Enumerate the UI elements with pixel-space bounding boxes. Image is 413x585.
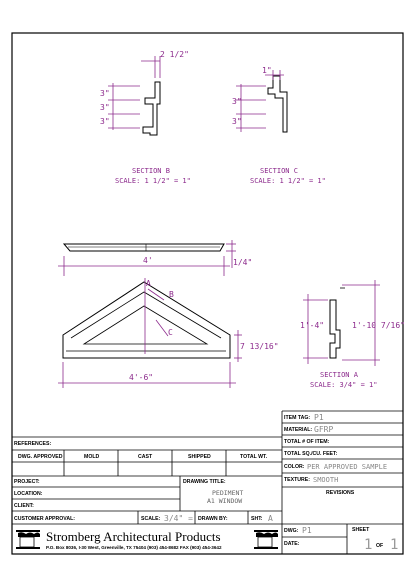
elevation-callout-c: C	[168, 328, 173, 337]
section-b-dim-2: 3"	[100, 103, 110, 112]
section-b-top-dim: 2 1/2"	[160, 50, 189, 59]
company-logo-right	[254, 530, 278, 549]
material-label: MATERIAL:	[284, 427, 313, 433]
color-label: COLOR:	[284, 464, 305, 470]
total-items-label: TOTAL # OF ITEM:	[284, 439, 330, 445]
section-a-detail	[300, 280, 405, 389]
col-total-wt: TOTAL WT.	[240, 454, 268, 460]
texture-label: TEXTURE:	[284, 477, 310, 483]
dwg-value: P1	[302, 526, 312, 535]
drawn-by-label: DRAWN BY:	[198, 516, 228, 522]
item-tag-label: ITEM TAG:	[284, 415, 311, 421]
sht-label: SHT:	[251, 516, 263, 522]
date-label: DATE:	[284, 541, 300, 547]
customer-approval-label: CUSTOMER APPROVAL:	[14, 516, 76, 522]
client-label: CLIENT:	[14, 503, 34, 509]
elevation-view	[58, 278, 279, 388]
drawing-title-label: DRAWING TITLE:	[183, 479, 226, 485]
material-value: GFRP	[314, 425, 334, 434]
elevation-height-dim: 7 13/16"	[240, 342, 279, 351]
section-c-detail	[232, 66, 326, 185]
elevation-width-dim: 4'-6"	[129, 373, 154, 382]
drawing-title-line-1: PEDIMENT	[212, 489, 244, 497]
section-a-title: SECTION A	[320, 371, 358, 379]
sheet-label: SHEET	[352, 527, 370, 533]
plan-view	[58, 240, 252, 276]
texture-value: SMOOTH	[313, 476, 339, 484]
sheet-number: 1	[364, 537, 373, 553]
section-b-scale: SCALE: 1 1/2" = 1"	[115, 177, 191, 185]
section-a-outer-dim: 1'-10 7/16"	[352, 321, 405, 330]
references-label: REFERENCES:	[14, 441, 52, 447]
scale-value: 3/4" =	[164, 514, 193, 523]
section-b-detail	[100, 50, 191, 185]
location-label: LOCATION:	[14, 491, 43, 497]
section-b-dim-1: 3"	[100, 89, 110, 98]
section-c-dim-2: 3"	[232, 117, 242, 126]
section-a-scale: SCALE: 3/4" = 1"	[310, 381, 378, 389]
color-value: PER APPROVED SAMPLE	[307, 463, 388, 471]
company-logo-left	[16, 530, 40, 549]
company-name: Stromberg Architectural Products	[46, 529, 221, 544]
drawing-title-line-2: A1 WINDOW	[207, 497, 243, 505]
plan-height-dim: 1/4"	[233, 258, 253, 267]
col-dwg-approved: DWG. APPROVED	[18, 454, 63, 460]
section-c-title: SECTION C	[260, 167, 298, 175]
section-c-top-dim: 1"	[262, 66, 272, 75]
col-mold: MOLD	[84, 454, 100, 460]
section-b-title: SECTION B	[132, 167, 170, 175]
sht-value: A	[268, 514, 273, 523]
elevation-callout-b: B	[169, 290, 174, 299]
section-c-scale: SCALE: 1 1/2" = 1"	[250, 177, 326, 185]
elevation-callout-a: A	[146, 279, 151, 288]
company-address: P.O. Box 8036, I-30 West, Greenville, TX 75404 (903) 454-8682 FAX (903) 454-3642	[46, 545, 222, 550]
of-label: OF	[376, 543, 384, 549]
item-tag-value: P1	[314, 413, 324, 422]
section-c-dim-1: 3"	[232, 97, 242, 106]
scale-label: SCALE:	[141, 516, 161, 522]
revisions-label: REVISIONS	[326, 490, 355, 496]
section-b-dim-3: 3"	[100, 117, 110, 126]
dwg-label: DWG:	[284, 528, 299, 534]
plan-width-dim: 4'	[143, 256, 153, 265]
col-cast: CAST	[138, 454, 153, 460]
section-a-inner-dim: 1'-4"	[300, 321, 325, 330]
total-sqft-label: TOTAL SQ./CU. FEET:	[284, 451, 338, 457]
sheet-total: 1	[390, 537, 399, 553]
project-label: PROJECT:	[14, 479, 40, 485]
col-shipped: SHIPPED	[188, 454, 211, 460]
